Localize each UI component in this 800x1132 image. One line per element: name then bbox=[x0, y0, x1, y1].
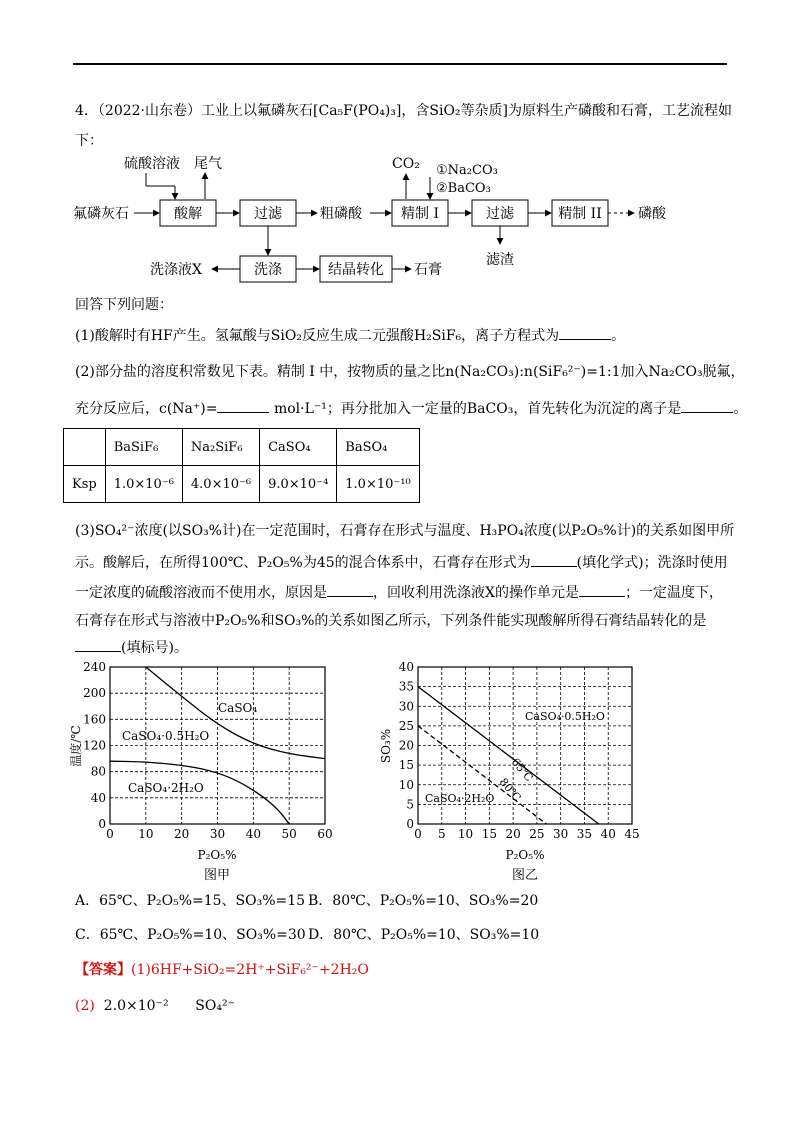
y-tick-label: 30 bbox=[398, 699, 414, 714]
region-hemihydrate: CaSO₄·0.5H₂O bbox=[122, 729, 210, 743]
y-tick-label: 0 bbox=[406, 817, 414, 831]
chart-jia-xlabel: P₂O₅% bbox=[197, 848, 237, 862]
y-tick-label: 15 bbox=[398, 758, 414, 773]
region-dihydrate: CaSO₄·2H₂O bbox=[128, 781, 204, 795]
y-tick-label: 10 bbox=[398, 777, 414, 792]
label-80c: 80℃ bbox=[496, 775, 524, 805]
y-tick-label: 40 bbox=[398, 660, 414, 674]
y-tick-label: 80 bbox=[90, 764, 106, 779]
option-b[interactable]: B．80℃、P₂O₅%=10、SO₃%=20 bbox=[308, 893, 539, 909]
filter2-label: 过滤 bbox=[486, 206, 514, 222]
x-tick-label: 60 bbox=[317, 827, 333, 841]
region-yi-hemihydrate: CaSO₄·0.5H₂O bbox=[525, 710, 605, 723]
y-tick-label: 40 bbox=[90, 790, 106, 805]
x-tick-label: 50 bbox=[281, 827, 297, 841]
x-tick-label: 0 bbox=[106, 827, 114, 841]
answer-prompt: 回答下列问题： bbox=[75, 297, 173, 313]
co2-label: CO₂ bbox=[392, 156, 420, 172]
y-tick-label: 160 bbox=[83, 712, 106, 727]
y-tick-label: 20 bbox=[398, 738, 414, 753]
acid-input: 硫酸溶液 bbox=[124, 156, 180, 172]
crude-acid: 粗磷酸 bbox=[320, 206, 362, 222]
x-tick-label: 10 bbox=[138, 827, 154, 841]
label-65c: 65℃ bbox=[508, 755, 536, 785]
answer-line-1: 【答案】(1)6HF+SiO₂=2H⁺+SiF₆²⁻+2H₂O bbox=[75, 962, 369, 978]
wash-label: 洗涤 bbox=[254, 262, 282, 278]
x-tick-label: 35 bbox=[576, 827, 593, 841]
x-tick-label: 5 bbox=[437, 827, 446, 841]
x-tick-label: 40 bbox=[600, 827, 616, 841]
y-tick-label: 120 bbox=[83, 738, 106, 753]
y-tick-label: 0 bbox=[98, 817, 106, 831]
chart-yi-ylabel: SO₃% bbox=[379, 728, 393, 764]
reagent-1: ①Na₂CO₃ bbox=[436, 163, 498, 178]
x-tick-label: 0 bbox=[414, 827, 422, 841]
y-tick-label: 35 bbox=[398, 679, 414, 694]
option-a[interactable]: A．65℃、P₂O₅%=15、SO₃%=15 bbox=[75, 893, 306, 909]
y-tick-label: 5 bbox=[406, 797, 414, 812]
q3-line-2: 示。酸解后，在所得100℃、P₂O₅%为45的混合体系中，石膏存在形式为 (填化学式)；洗涤时使用 bbox=[75, 552, 735, 573]
q3-line-1: (3)SO₄²⁻浓度(以SO₃%计)在一定范围时，石膏存在形式与温度、H₃PO₄浓度(以P₂O₅%计)的关系如图甲所 bbox=[75, 523, 735, 539]
answer-line-2: (2) 2.0×10⁻² SO₄²⁻ bbox=[75, 998, 235, 1014]
option-d[interactable]: D．80℃、P₂O₅%=10、SO₃%=10 bbox=[308, 927, 540, 943]
question-intro-cont: 下： bbox=[75, 133, 103, 149]
y-tick-label: 240 bbox=[83, 660, 106, 674]
chart-jia-caption: 图甲 bbox=[203, 868, 231, 883]
refine1-label: 精制 I bbox=[401, 206, 439, 222]
x-tick-label: 40 bbox=[245, 827, 261, 841]
region-caso4: CaSO₄ bbox=[218, 701, 258, 715]
q2-text-1: (2)部分盐的溶度积常数见下表。精制 I 中，按物质的量之比n(Na₂CO₃):n(SiF₆²⁻)=1:1加入Na₂CO₃脱氟， bbox=[75, 364, 745, 380]
acid-leach-label: 酸解 bbox=[174, 206, 202, 222]
y-tick-label: 200 bbox=[83, 686, 106, 701]
x-tick-label: 45 bbox=[624, 827, 640, 841]
residue-label: 滤渣 bbox=[486, 252, 514, 268]
y-tick-label: 25 bbox=[398, 718, 414, 733]
x-tick-label: 20 bbox=[505, 827, 521, 841]
refine2-label: 精制 II bbox=[558, 206, 602, 222]
chart-yi-caption: 图乙 bbox=[511, 868, 539, 883]
start-material: 氟磷灰石 bbox=[73, 206, 129, 222]
option-c[interactable]: C．65℃、P₂O₅%=10、SO₃%=30 bbox=[75, 927, 306, 943]
q2-text-2: 充分反应后，c(Na⁺)= mol·L⁻¹；再分批加入一定量的BaCO₃，首先转化为沉淀的离子是 。 bbox=[75, 398, 735, 419]
question-intro: 4．（2022·山东卷）工业上以氟磷灰石[Ca₅F(PO₄)₃]，含SiO₂等杂质]为原料生产磷酸和石膏，工艺流程如 bbox=[75, 103, 733, 119]
region-yi-dihydrate: CaSO₄·2H₂O bbox=[425, 792, 495, 805]
chart-yi-xlabel: P₂O₅% bbox=[505, 848, 545, 862]
q1-text: (1)酸解时有HF产生。氢氟酸与SiO₂反应生成二元强酸H₂SiF₆，离子方程式为 。 bbox=[75, 325, 735, 346]
mineral-formula: Ca₅F(PO₄)₃ bbox=[318, 103, 396, 119]
wash-liquid-label: 洗涤液X bbox=[150, 262, 202, 278]
q3-line-5: (填标号)。 bbox=[75, 637, 735, 658]
crystal-label: 结晶转化 bbox=[328, 262, 384, 278]
question-source: （2022·山东卷） bbox=[97, 103, 202, 119]
filter1-label: 过滤 bbox=[254, 206, 282, 222]
chart-jia bbox=[83, 660, 333, 841]
tail-gas: 尾气 bbox=[194, 156, 222, 172]
x-tick-label: 30 bbox=[209, 827, 226, 841]
x-tick-label: 10 bbox=[457, 827, 474, 841]
question-number: 4． bbox=[75, 103, 98, 119]
product-label: 磷酸 bbox=[638, 206, 666, 222]
q3-line-3: 一定浓度的硫酸溶液而不使用水，原因是 ，回收利用洗涤液X的操作单元是 ；一定温度下， bbox=[75, 582, 735, 603]
q3-line-4: 石膏存在形式与溶液中P₂O₅%和SO₃%的关系如图乙所示，下列条件能实现酸解所得石膏结晶转化的是 bbox=[75, 613, 707, 629]
chart-yi bbox=[399, 660, 640, 841]
x-tick-label: 25 bbox=[529, 827, 545, 841]
chart-jia-ylabel: 温度/℃ bbox=[69, 725, 83, 767]
reagent-2: ②BaCO₃ bbox=[436, 181, 491, 196]
gypsum-label: 石膏 bbox=[414, 262, 442, 278]
table-header-row: BaSiF₆ Na₂SiF₆ CaSO₄ BaSO₄ bbox=[64, 429, 420, 466]
x-tick-label: 15 bbox=[481, 827, 497, 841]
table-row: Ksp 1.0×10⁻⁶ 4.0×10⁻⁶ 9.0×10⁻⁴ 1.0×10⁻¹⁰ bbox=[64, 466, 420, 503]
x-tick-label: 20 bbox=[174, 827, 190, 841]
x-tick-label: 30 bbox=[553, 827, 569, 841]
